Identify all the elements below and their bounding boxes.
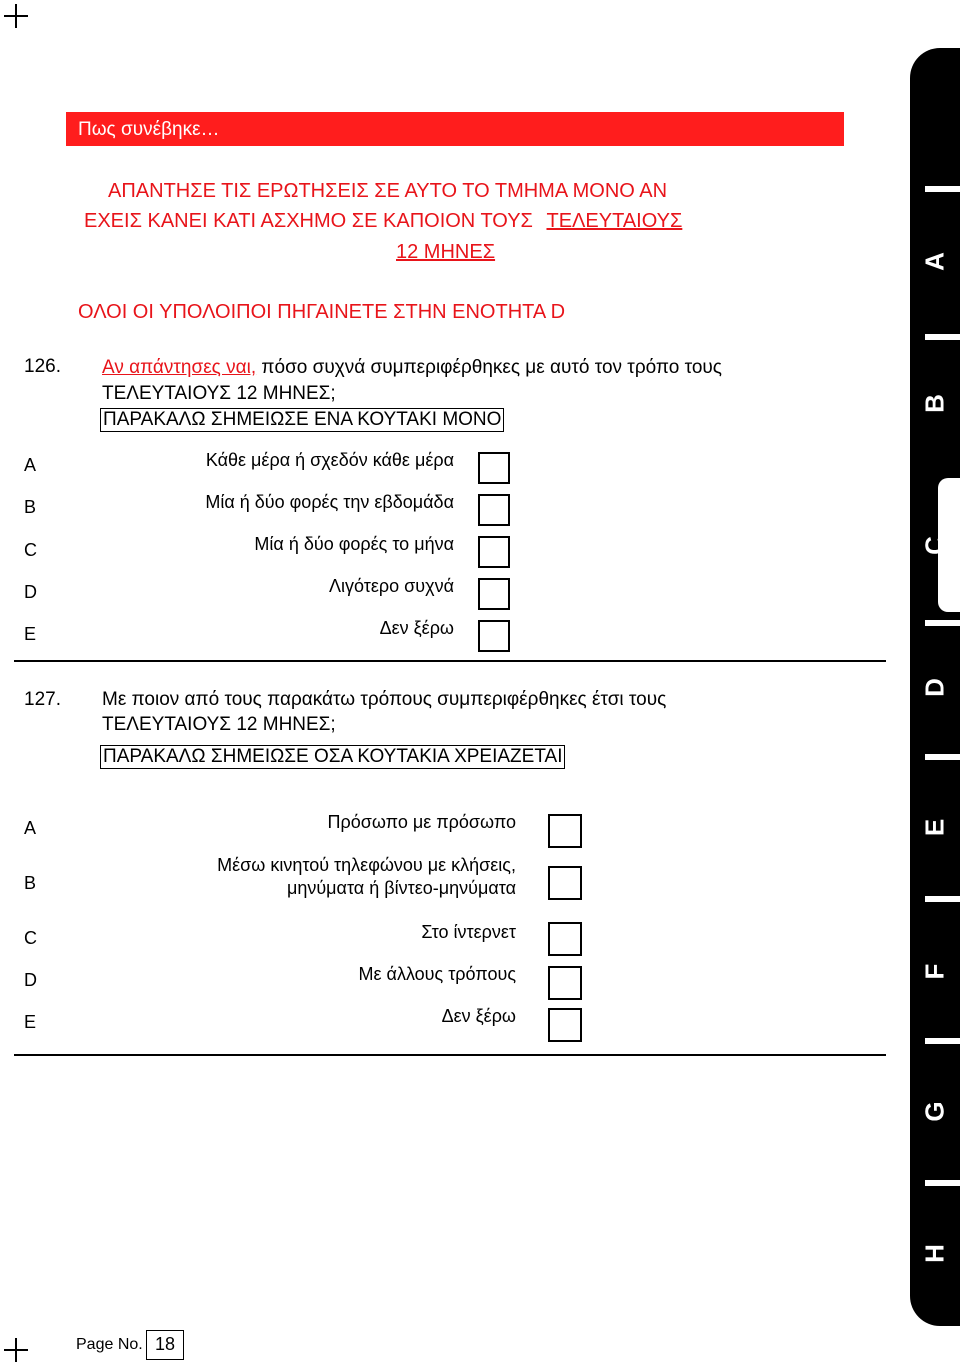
instruction-line-2 <box>84 210 682 233</box>
q127-text-line-2: ΤΕΛΕΥΤΑΙΟΥΣ 12 ΜΗΝΕΣ; <box>102 714 336 735</box>
tab-separator <box>925 186 960 192</box>
q126-option-e-label: Δεν ξέρω <box>379 618 454 638</box>
tab-g[interactable]: G <box>919 1101 950 1122</box>
instruction-line-1: ΑΠΑΝΤΗΣΕ ΤΙΣ ΕΡΩΤΗΣΕΙΣ ΣΕ ΑΥΤΟ ΤΟ ΤΜΗΜΑ ΜΟΝΟ ΑΝ <box>108 180 668 202</box>
q126-checkbox-a[interactable] <box>478 452 510 484</box>
q127-option-e-label: Δεν ξέρω <box>441 1006 516 1026</box>
q126-lead: Αν απάντησες ναι, <box>102 357 257 378</box>
tab-b[interactable]: B <box>919 394 950 413</box>
q127-checkbox-c[interactable] <box>548 922 582 956</box>
divider-q126 <box>14 660 886 662</box>
crop-mark-bottom-left <box>4 1338 28 1362</box>
tab-d[interactable]: D <box>919 678 950 697</box>
q127-checkbox-e[interactable] <box>548 1008 582 1042</box>
q126-option-c-label: Μία ή δύο φορές το μήνα <box>254 534 454 554</box>
q126-letter-e: E <box>24 624 37 644</box>
q127-letter-a: A <box>24 818 37 838</box>
q126-checkbox-b[interactable] <box>478 494 510 526</box>
q126-letter-c: C <box>24 540 37 560</box>
tab-separator <box>925 334 960 340</box>
page-number-label: Page No. <box>76 1336 143 1353</box>
tab-h[interactable]: H <box>919 1244 950 1263</box>
tab-separator <box>925 1180 960 1186</box>
crop-mark-top-left <box>4 4 28 28</box>
q126-text-line-2: ΤΕΛΕΥΤΑΙΟΥΣ 12 ΜΗΝΕΣ; <box>102 383 336 404</box>
instruction-line-2a: ΕΧΕΙΣ ΚΑΝΕΙ ΚΑΤΙ ΑΣΧΗΜΟ ΣΕ ΚΑΠΟΙΟΝ ΤΟΥΣ <box>84 210 533 232</box>
tab-separator <box>925 754 960 760</box>
q126-checkbox-d[interactable] <box>478 578 510 610</box>
q127-letter-b: B <box>24 873 37 893</box>
tab-separator <box>925 620 960 626</box>
q127-option-b-label-line-1: Μέσω κινητού τηλεφώνου με κλήσεις, <box>217 855 516 875</box>
tab-e[interactable]: E <box>919 818 950 837</box>
q127-option-c-label: Στο ίντερνετ <box>421 922 516 942</box>
q126-letter-a: A <box>24 455 37 475</box>
q126-checkbox-e[interactable] <box>478 620 510 652</box>
q127-letter-e: E <box>24 1012 37 1032</box>
q126-option-b-label: Μία ή δύο φορές την εβδομάδα <box>205 492 454 512</box>
q127-checkbox-b[interactable] <box>548 866 582 900</box>
q127-text-line-1: Με ποιον από τους παρακάτω τρόπους συμπεριφέρθηκες έτσι τους <box>102 689 667 710</box>
tab-separator <box>925 1038 960 1044</box>
instruction-line-3: 12 ΜΗΝΕΣ <box>396 241 496 263</box>
tab-f[interactable]: F <box>919 963 950 980</box>
banner-title: Πως συνέβηκε… <box>78 119 220 140</box>
tab-separator <box>925 896 960 902</box>
q127-checkbox-d[interactable] <box>548 966 582 1000</box>
page-number: 18 <box>146 1330 184 1360</box>
q127-option-d-label: Με άλλους τρόπους <box>358 964 516 984</box>
q127-letter-c: C <box>24 928 37 948</box>
q127-option-a-label: Πρόσωπο με πρόσωπο <box>327 812 516 832</box>
divider-q127 <box>14 1054 886 1056</box>
q126-text1: πόσο συχνά συμπεριφέρθηκες με αυτό τον τρόπο τους <box>261 357 722 378</box>
tab-c[interactable]: C <box>919 536 950 555</box>
q127-option-b-label-line-2: μηνύματα ή βίντεο-μηνύματα <box>286 878 516 898</box>
instruction-line-2b: ΤΕΛΕΥΤΑΙΟΥΣ <box>546 210 683 232</box>
q126-text-line-1 <box>102 356 722 380</box>
q127-number: 127. <box>24 689 61 710</box>
others-instruction: ΟΛΟΙ ΟΙ ΥΠΟΛΟΙΠΟΙ ΠΗΓΑΙΝΕΤΕ ΣΤΗΝ ΕΝΟΤΗΤΑ D <box>78 301 566 323</box>
q127-checkbox-a[interactable] <box>548 814 582 848</box>
q127-instruction: ΠΑΡΑΚΑΛΩ ΣΗΜΕΙΩΣΕ ΟΣΑ ΚΟΥΤΑΚΙΑ ΧΡΕΙΑΖΕΤΑΙ <box>100 745 565 769</box>
tab-a[interactable]: A <box>919 252 950 271</box>
q126-option-a-label: Κάθε μέρα ή σχεδόν κάθε μέρα <box>205 450 454 470</box>
q126-instruction: ΠΑΡΑΚΑΛΩ ΣΗΜΕΙΩΣΕ ΕΝΑ ΚΟΥΤΑΚΙ ΜΟΝΟ <box>100 408 504 432</box>
q126-number: 126. <box>24 356 61 377</box>
q126-option-d-label: Λιγότερο συχνά <box>329 576 454 596</box>
q126-letter-b: B <box>24 497 37 517</box>
q126-checkbox-c[interactable] <box>478 536 510 568</box>
q127-letter-d: D <box>24 970 37 990</box>
q126-letter-d: D <box>24 582 37 602</box>
